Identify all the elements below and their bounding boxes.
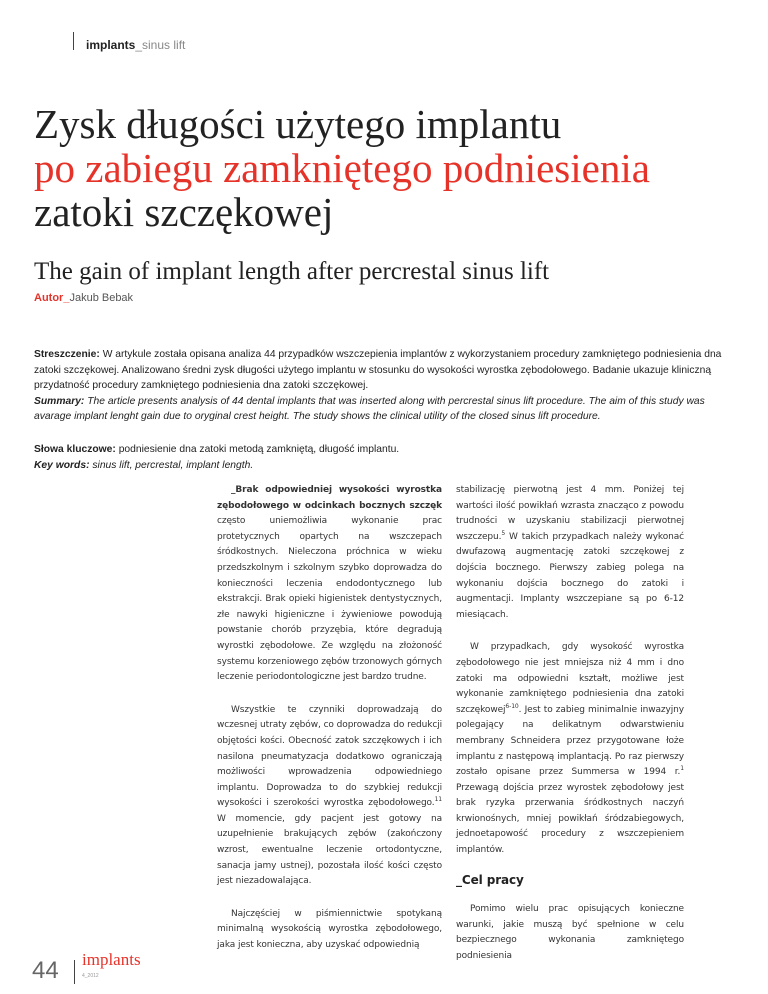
page-number: 44	[32, 957, 59, 984]
ref-11: 11	[434, 796, 442, 804]
body-paragraph-1	[217, 483, 442, 686]
body-paragraph-3	[217, 907, 442, 954]
ref-5: 5	[501, 529, 506, 537]
abstract-en-label: Summary:	[34, 395, 85, 407]
keywords-pl-label: Słowa kluczowe:	[34, 444, 116, 455]
body-p5-cont2: Przewagą dojścia przez wyrostek zębodołowy jest brak ryzyka przerwania śródkostnych naczyń krwionośnych, mniej powikłań śródzabiegowych, jednoetapowość procedury z wszczepieniem implantów.	[456, 782, 684, 856]
abstract-pl-text: W artykule została opisana analiza 44 przypadków wszczepienia implantów z wykorzystaniem procedury zamkniętego podniesienia dna zatoki szczękowej. Analizowano średni zysk długości użytego implantu w stosunku do wysokości wyrostka zębodołowego. Badanie ukazuje kliniczną przydatność procedury zamkniętego podniesienia dna zatoki szczękowej.	[34, 349, 722, 391]
magazine-logo: implants	[82, 950, 141, 969]
title-line-2: po zabiegu zamkniętego podniesienia	[34, 145, 650, 191]
footer-rule	[74, 960, 75, 984]
body-p1-text: często uniemożliwia wykonanie prac protetycznych opartych na wszczepach śródkostnych. Nieleczona próchnica w wieku przedszkolnym i szkolnym szybko doprowadza do konieczności leczenia endodontycznego lub ekstrakcji. Brak opieki higienistek dentystycznych, złe nawyki higieniczne i żywieniowe powodują powstanie chorób przyzębia, które degradują wyrostki zębodołowe. Ze względu na złożoność systemu korzeniowego zębów trzonowych górnych leczenie periodontologiczne jest bardzo trudne.	[217, 516, 442, 683]
body-column-2	[456, 483, 684, 965]
keywords	[34, 442, 734, 473]
title-line-3: zatoki szczękowej	[34, 189, 334, 235]
keywords-en	[34, 458, 734, 474]
body-paragraph-5	[456, 640, 684, 858]
body-p6-text: Pomimo wielu prac opisujących konieczne warunki, jakie muszą być spełnione w celu bezpiecznego wykonania zamkniętego podniesienia	[456, 904, 684, 962]
ref-6-10: 6-10	[505, 702, 519, 710]
body-column-1	[217, 483, 442, 954]
lead-in: _Brak odpowiedniej wysokości wyrostka zębodołowego w odcinkach bocznych szczęk	[217, 485, 442, 511]
abstract-en-text: The article presents analysis of 44 dental implants that was inserted along with percrestal sinus lift procedure. The aim of this study was avarage implant lenght gain due to oryginal crest height. The study shows the clinical utility of the closed sinus lift procedure.	[34, 395, 705, 422]
magazine-issue: 4_2012	[82, 973, 99, 979]
keywords-en-text: sinus lift, percrestal, implant length.	[89, 459, 254, 471]
section-heading-cel-pracy: _Cel pracy	[456, 872, 524, 887]
article-title	[34, 102, 754, 234]
header-rule	[73, 32, 74, 50]
abstract-pl-label: Streszczenie:	[34, 349, 100, 360]
abstract-en	[34, 394, 734, 425]
article-subtitle: The gain of implant length after percrestal sinus lift	[34, 258, 550, 285]
ref-1: 1	[680, 765, 684, 773]
author-line	[34, 292, 133, 304]
body-paragraph-6	[456, 902, 684, 964]
body-p5-text: W przypadkach, gdy wysokość wyrostka zębodołowego nie jest mniejsza niż 4 mm i dno zatoki ma odpowiedni kształt, możliwe jest wykonanie zamkniętego podniesienia dna zatoki szczękowej	[456, 642, 684, 715]
abstract-pl	[34, 347, 734, 394]
author-label: Autor_	[34, 292, 70, 304]
body-paragraph-4	[456, 483, 684, 623]
body-p4-cont: W takich przypadkach należy wykonać dwufazową augmentację zatoki szczękowej z dojścia bocznego. Pierwszy zabieg polega na wykonaniu dojścia bocznego do zatoki i augmentacji. Implanty wszczepiane są po 6-12 miesiącach.	[456, 531, 684, 620]
section-tag	[86, 38, 185, 52]
body-p2-cont: W momencie, gdy pacjent jest gotowy na uzupełnienie brakujących zębów (zakończony wzrost, ewentualne leczenie ortodontyczne, sanacja jamy ustnej), pozostała ilość kości często jest niezadowalająca.	[217, 813, 442, 887]
section-tag-light: _sinus lift	[135, 38, 186, 52]
abstract	[34, 347, 734, 425]
section-tag-bold: implants	[86, 38, 136, 52]
body-p5-cont: . Jest to zabieg minimalnie inwazyjny polegający na delikatnym odwarstwieniu membrany Schneidera przez przygotowane łoże implantu z następową implantacją. Po raz pierwszy zostało opisane przez Summersa w 1994 r.	[456, 704, 684, 778]
title-line-1: Zysk długości użytego implantu	[34, 101, 562, 147]
body-paragraph-2	[217, 703, 442, 890]
keywords-pl	[34, 442, 734, 458]
body-p2-text: Wszystkie te czynniki doprowadzają do wczesnej utraty zębów, co doprowadza do redukcji objętości kości. Obecność zatok szczękowych i ich nasilona pneumatyzacja dodatkowo ograniczają możliwości wprowadzenia odpowiedniego implantu. Doprowadza to do szybkiej redukcji wysokości i szerokości wyrostka zębodołowego.	[217, 704, 442, 809]
keywords-en-label: Key words:	[34, 459, 90, 471]
body-p3-text: Najczęściej w piśmiennictwie spotykaną minimalną wysokością wyrostka zębodołowego, jaka jest konieczna, aby uzyskać odpowiednią	[217, 908, 442, 951]
author-name: Jakub Bebak	[69, 292, 134, 304]
body-p4-text: stabilizację pierwotną jest 4 mm. Poniżej tej wartości ilość powikłań wzrasta znacząco z powodu trudności w uzyskaniu stabilizacji pierwotnej wszczepu.	[456, 485, 684, 542]
keywords-pl-text: podniesienie dna zatoki metodą zamkniętą, długość implantu.	[115, 444, 400, 455]
